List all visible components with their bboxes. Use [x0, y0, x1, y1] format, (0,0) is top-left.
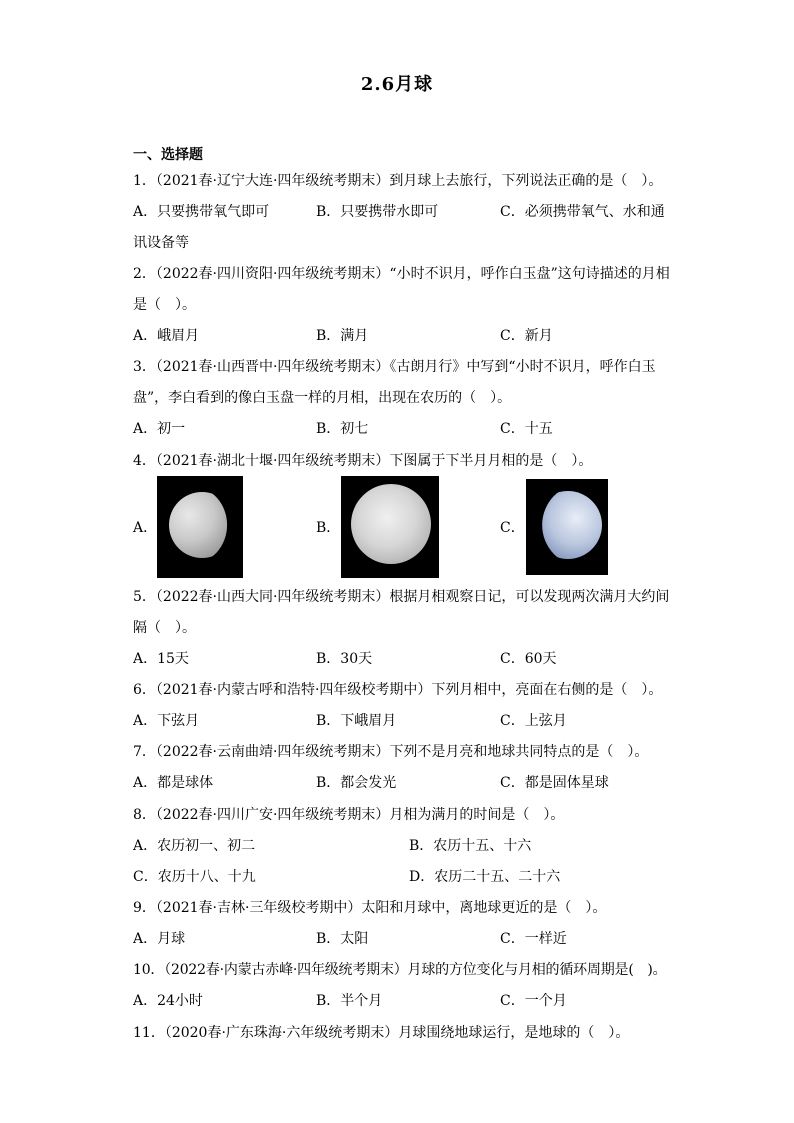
question-8-option-d: D．农历二十五、二十六	[409, 869, 561, 885]
question-7-option-a: A．都是球体	[133, 775, 214, 791]
question-10-option-c: C．一个月	[500, 993, 567, 1009]
question-8-option-b: B．农历十五、十六	[409, 838, 532, 854]
question-7-option-b: B．都会发光	[316, 775, 397, 791]
question-4-option-a: A．	[133, 520, 158, 536]
question-1-option-c-continued: 讯设备等	[133, 235, 189, 251]
question-5-option-b: B．30天	[316, 651, 373, 667]
question-2-option-b: B．满月	[316, 328, 369, 344]
question-9-option-a: A．月球	[133, 931, 186, 947]
question-4-option-b: B．	[316, 520, 341, 536]
question-3-option-c: C．十五	[500, 421, 553, 437]
question-1-option-a: A．只要携带氧气即可	[133, 204, 270, 220]
question-5-option-a: A．15天	[133, 651, 189, 667]
question-3-option-b: B．初七	[316, 421, 369, 437]
waning-gibbous-moon-icon	[169, 492, 235, 558]
question-7-stem: 7．（2022春·云南曲靖·四年级统考期末）下列不是月亮和地球共同特点的是（ ）。	[133, 744, 649, 760]
question-3-option-a: A．初一	[133, 421, 186, 437]
full-moon-icon	[351, 484, 431, 564]
question-1-option-c: C．必须携带氧气、水和通	[500, 204, 665, 220]
question-3-stem: 3．（2021春·山西晋中·四年级统考期末）《古朗月行》中写到“小时不识月，呼作白玉	[133, 359, 656, 375]
question-6-stem: 6．（2021春·内蒙古呼和浩特·四年级校考期中）下列月相中，亮面在右侧的是（ ）。	[133, 682, 663, 698]
question-7-option-c: C．都是固体星球	[500, 775, 609, 791]
question-8-option-c: C．农历十八、十九	[133, 869, 256, 885]
moon-image-a	[157, 476, 243, 578]
question-9-option-b: B．太阳	[316, 931, 369, 947]
question-9-stem: 9．（2021春·吉林·三年级校考期中）太阳和月球中，离地球更近的是（ ）。	[133, 900, 607, 916]
question-5-stem-continued: 隔（ ）。	[133, 620, 196, 636]
question-5-option-c: C．60天	[500, 651, 557, 667]
question-10-option-a: A．24小时	[133, 993, 203, 1009]
question-5-stem: 5．（2022春·山西大同·四年级统考期末）根据月相观察日记，可以发现两次满月大约间	[133, 589, 670, 605]
question-1-stem: 1．（2021春·辽宁大连·四年级统考期末）到月球上去旅行，下列说法正确的是（ ）。	[133, 173, 663, 189]
question-8-option-a: A．农历初一、初二	[133, 838, 256, 854]
question-9-option-c: C．一样近	[500, 931, 567, 947]
question-2-stem-continued: 是（ ）。	[133, 297, 196, 313]
waxing-gibbous-moon-icon	[534, 491, 602, 559]
question-6-option-c: C．上弦月	[500, 713, 567, 729]
moon-image-c	[526, 479, 608, 575]
question-4-option-c: C．	[500, 520, 525, 536]
question-8-stem: 8．（2022春·四川广安·四年级统考期末）月相为满月的时间是（ ）。	[133, 807, 565, 823]
moon-image-b	[341, 476, 439, 578]
question-2-option-c: C．新月	[500, 328, 553, 344]
question-1-option-b: B．只要携带水即可	[316, 204, 439, 220]
question-10-option-b: B．半个月	[316, 993, 383, 1009]
question-6-option-b: B．下峨眉月	[316, 713, 397, 729]
question-3-stem-continued: 盘”，李白看到的像白玉盘一样的月相，出现在农历的（ ）。	[133, 390, 512, 406]
question-4-stem: 4．（2021春·湖北十堰·四年级统考期末）下图属于下半月月相的是（ ）。	[133, 453, 593, 469]
question-2-stem: 2．（2022春·四川资阳·四年级统考期末）“小时不识月，呼作白玉盘”这句诗描述的月相	[133, 266, 670, 282]
question-2-option-a: A．峨眉月	[133, 328, 200, 344]
question-6-option-a: A．下弦月	[133, 713, 200, 729]
question-11-stem: 11．（2020春·广东珠海·六年级统考期末）月球围绕地球运行，是地球的（ ）。	[133, 1025, 630, 1041]
section-heading: 一、选择题	[133, 147, 203, 163]
question-10-stem: 10．（2022春·内蒙古赤峰·四年级统考期末）月球的方位变化与月相的循环周期是( )。	[133, 962, 667, 978]
page-title: 2.6月球	[360, 74, 434, 95]
